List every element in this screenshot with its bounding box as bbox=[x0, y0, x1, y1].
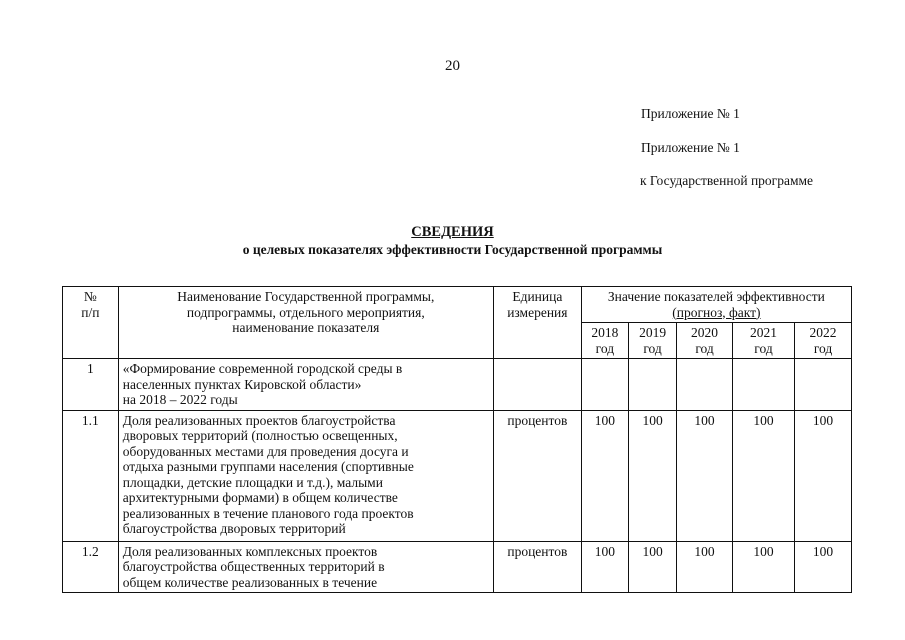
header-name-line: подпрограммы, отдельного мероприятия, bbox=[186, 304, 425, 320]
row-number: 1.2 bbox=[63, 541, 119, 593]
row-value-2019: 100 bbox=[628, 410, 676, 541]
row-value-2020 bbox=[677, 359, 733, 411]
document-title: СВЕДЕНИЯ bbox=[411, 224, 494, 240]
header-unit-line: измерения bbox=[507, 304, 568, 320]
appendix-label-1: Приложение № 1 bbox=[641, 106, 740, 121]
row-name-line: населенных пунктах Кировской области» bbox=[122, 376, 362, 392]
row-value-2019 bbox=[628, 359, 676, 411]
header-number bbox=[63, 287, 119, 359]
row-value-2021: 100 bbox=[732, 410, 794, 541]
header-unit bbox=[493, 287, 581, 359]
row-value-2020: 100 bbox=[677, 541, 733, 593]
header-year-2022 bbox=[795, 323, 852, 359]
table-row bbox=[63, 359, 852, 411]
header-year-word: год bbox=[754, 340, 773, 356]
row-name-line: Доля реализованных комплексных проектов bbox=[122, 543, 378, 559]
row-unit: процентов bbox=[493, 541, 581, 593]
row-name bbox=[118, 359, 493, 411]
appendix-label-2: Приложение № 1 bbox=[641, 140, 740, 155]
header-year-2020 bbox=[677, 323, 733, 359]
header-year-word: год bbox=[595, 340, 615, 356]
row-value-2018: 100 bbox=[581, 410, 628, 541]
header-values-group bbox=[581, 287, 851, 323]
header-year-value: 2020 bbox=[691, 325, 719, 340]
row-value-2019: 100 bbox=[628, 541, 676, 593]
header-year-value: 2021 bbox=[750, 325, 777, 340]
row-name bbox=[118, 541, 493, 593]
row-name-line: реализованных в течение планового года проектов bbox=[122, 505, 414, 521]
row-value-2022: 100 bbox=[795, 541, 852, 593]
page-number: 20 bbox=[445, 58, 460, 74]
row-name bbox=[118, 410, 493, 541]
header-year-word: год bbox=[643, 340, 662, 356]
row-name-line: благоустройства дворовых территорий bbox=[122, 521, 346, 536]
row-name-line: на 2018 – 2022 годы bbox=[122, 392, 238, 407]
row-name-line: «Формирование современной городской среды в bbox=[122, 361, 403, 376]
header-year-word: год bbox=[813, 340, 833, 356]
header-unit-line: Единица bbox=[512, 289, 563, 304]
header-year-2021 bbox=[732, 323, 794, 359]
row-value-2018 bbox=[581, 359, 628, 411]
header-name-line: Наименование Государственной программы, bbox=[177, 289, 435, 304]
header-year-2018 bbox=[581, 323, 628, 359]
indicators-table bbox=[62, 286, 852, 593]
row-number: 1 bbox=[63, 359, 119, 411]
row-name-line: оборудованных местами для проведения досуга и bbox=[122, 443, 409, 459]
row-value-2022: 100 bbox=[795, 410, 852, 541]
header-values-line: Значение показателей эффективности bbox=[607, 289, 825, 304]
row-name-line: дворовых территорий (полностью освещенных, bbox=[122, 428, 398, 443]
row-value-2022 bbox=[795, 359, 852, 411]
header-number-line: № bbox=[83, 289, 97, 304]
header-year-2019 bbox=[628, 323, 676, 359]
row-value-2018: 100 bbox=[581, 541, 628, 593]
header-year-value: 2022 bbox=[809, 325, 837, 340]
row-value-2020: 100 bbox=[677, 410, 733, 541]
row-value-2021: 100 bbox=[732, 541, 794, 593]
table-row bbox=[63, 541, 852, 593]
header-number-line: п/п bbox=[81, 304, 100, 320]
header-year-value: 2019 bbox=[639, 325, 667, 340]
appendix-reference: к Государственной программе bbox=[640, 173, 814, 188]
row-number: 1.1 bbox=[63, 410, 119, 541]
row-name-line: Доля реализованных проектов благоустройства bbox=[122, 412, 396, 428]
header-name-line: наименование показателя bbox=[232, 320, 380, 335]
table-row bbox=[63, 410, 852, 541]
row-unit: процентов bbox=[493, 410, 581, 541]
row-name-line: площадки, детские площадки и т.д.), малыми bbox=[122, 474, 383, 490]
table-header-row bbox=[63, 287, 852, 323]
row-value-2021 bbox=[732, 359, 794, 411]
header-name bbox=[118, 287, 493, 359]
row-name-line: благоустройства общественных территорий в bbox=[122, 559, 385, 574]
row-name-line: общем количестве реализованных в течение bbox=[122, 574, 378, 590]
row-unit bbox=[493, 359, 581, 411]
row-name-line: архитектурными формами) в общем количестве bbox=[122, 490, 398, 505]
document-subtitle: о целевых показателях эффективности Государственной программы bbox=[242, 242, 663, 257]
header-values-line: (прогноз, факт) bbox=[672, 304, 761, 320]
header-year-word: год bbox=[695, 340, 714, 356]
row-name-line: отдыха разными группами населения (спортивные bbox=[122, 459, 414, 474]
header-year-value: 2018 bbox=[591, 325, 619, 340]
